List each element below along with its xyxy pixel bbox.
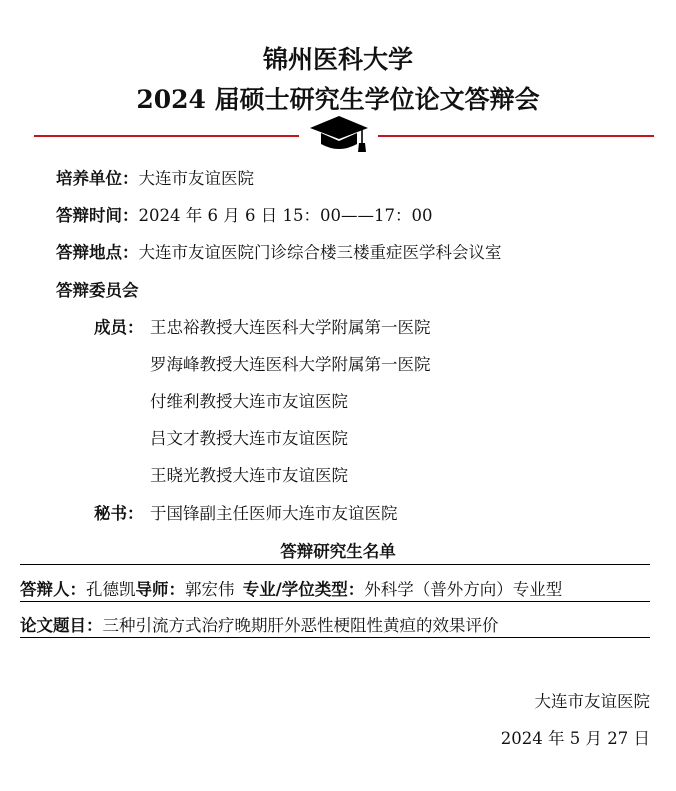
student-row (20, 576, 562, 600)
footer-organization: 大连市友谊医院 (534, 692, 650, 711)
training-unit-row (56, 165, 254, 189)
event-title: 2024 届硕士研究生学位论文答辩会 (136, 85, 540, 114)
committee-member: 王忠裕教授大连医科大学附属第一医院 (150, 318, 431, 337)
table-top-rule (20, 564, 650, 565)
training-unit-value: 大连市友谊医院 (138, 169, 254, 188)
thesis-label: 论文题目： (20, 616, 103, 635)
table-bottom-rule (20, 637, 650, 638)
defense-place-row (56, 239, 502, 263)
committee-heading: 答辩委员会 (56, 281, 139, 300)
defender-label: 答辩人： (20, 580, 86, 599)
committee-member: 王晓光教授大连市友谊医院 (150, 466, 348, 485)
secretary-label: 秘书： (94, 504, 144, 523)
secretary-value: 于国锋副主任医师大连市友谊医院 (150, 504, 398, 523)
advisor-value: 郭宏伟 (185, 580, 235, 599)
thesis-row (20, 612, 499, 636)
divider-left (34, 135, 299, 137)
major-label: 专业/学位类型： (242, 580, 365, 599)
defender-value: 孔德凯 (86, 580, 136, 599)
training-unit-label: 培养单位： (56, 169, 139, 188)
committee-member: 罗海峰教授大连医科大学附属第一医院 (150, 355, 431, 374)
divider-right (378, 135, 654, 137)
graduation-cap-icon (306, 114, 372, 156)
thesis-value: 三种引流方式治疗晚期肝外恶性梗阻性黄疸的效果评价 (102, 616, 499, 635)
footer-date: 2024 年 5 月 27 日 (500, 729, 650, 748)
defense-time-label: 答辩时间： (56, 206, 139, 225)
defense-time-row (56, 202, 432, 226)
university-title: 锦州医科大学 (262, 45, 413, 74)
defense-place-label: 答辩地点： (56, 243, 139, 262)
advisor-label: 导师： (135, 580, 185, 599)
student-list-heading: 答辩研究生名单 (280, 542, 396, 561)
committee-member: 付维利教授大连市友谊医院 (150, 392, 348, 411)
defense-time-value: 2024 年 6 月 6 日 15：00——17：00 (138, 206, 433, 225)
members-label: 成员： (94, 318, 144, 337)
defense-place-value: 大连市友谊医院门诊综合楼三楼重症医学科会议室 (138, 243, 502, 262)
committee-member: 吕文才教授大连市友谊医院 (150, 429, 348, 448)
table-middle-rule (20, 601, 650, 602)
major-value: 外科学（普外方向）专业型 (364, 580, 563, 599)
